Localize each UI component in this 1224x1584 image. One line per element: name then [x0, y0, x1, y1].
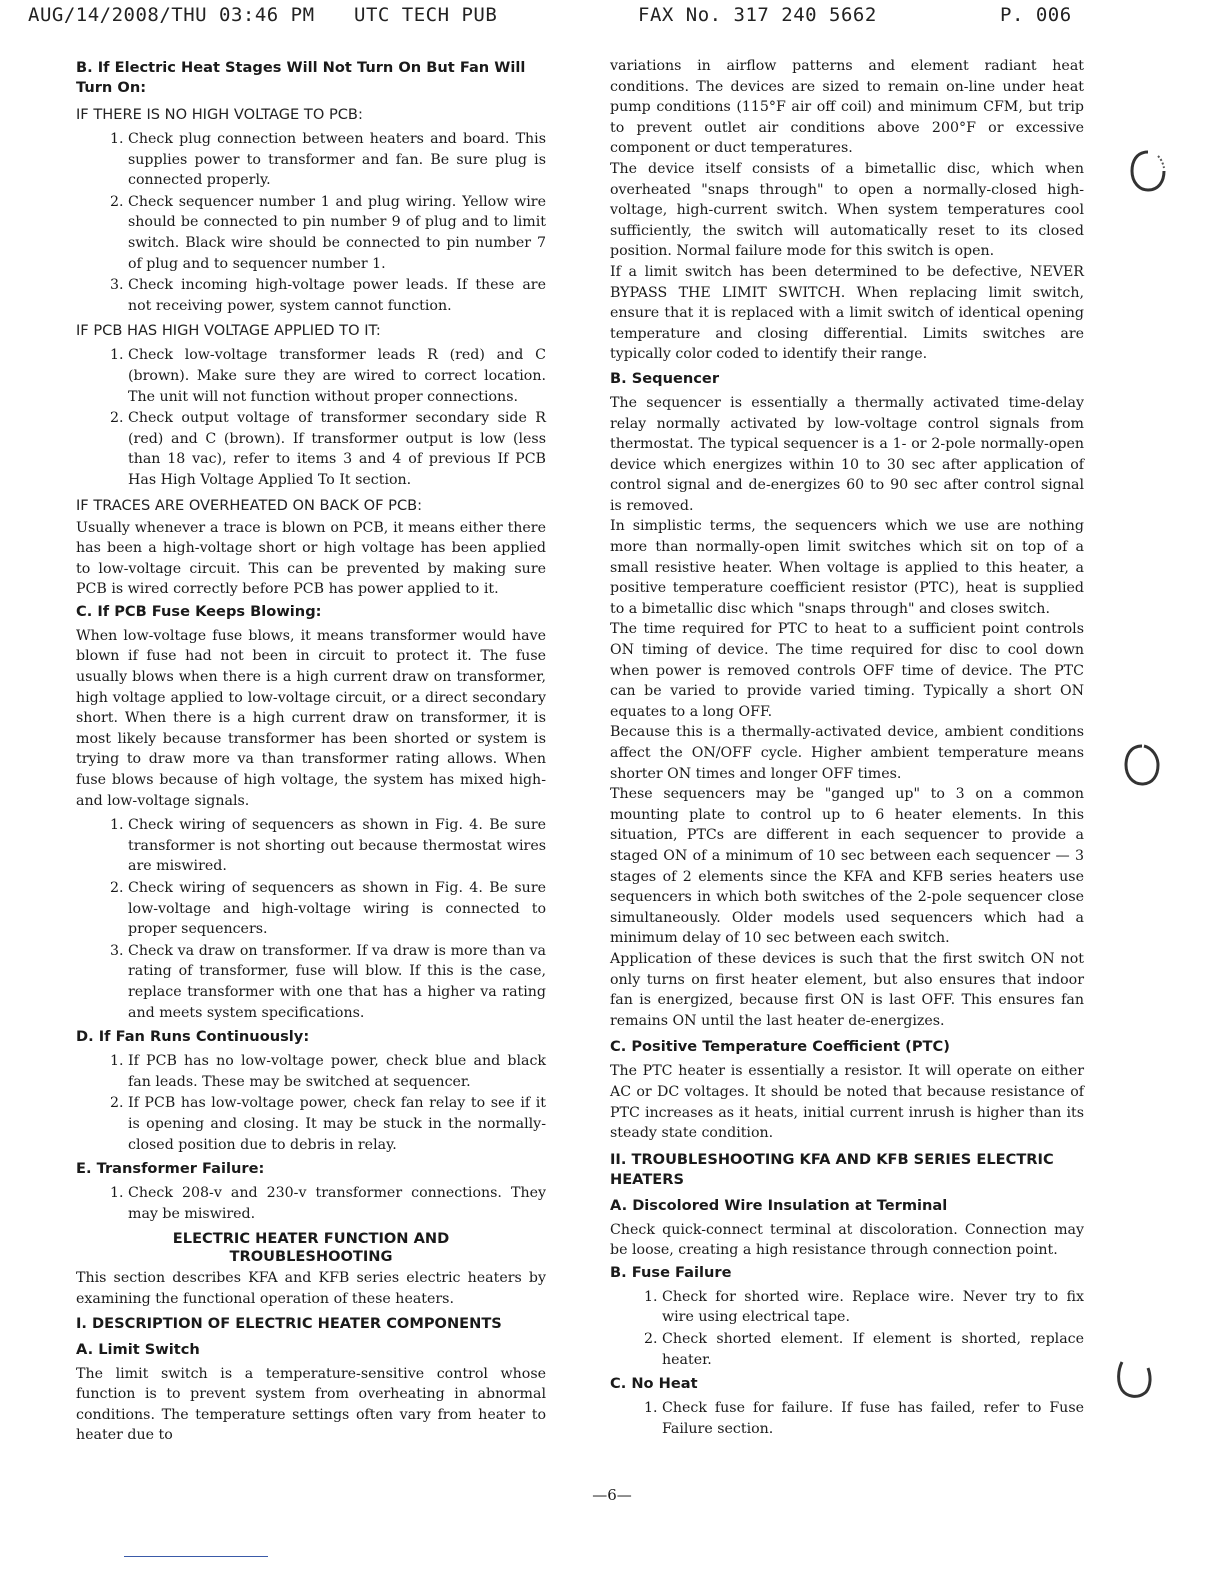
heading-d-fan-runs: D. If Fan Runs Continuously:	[76, 1028, 310, 1046]
sequencer-paragraph-2: In simplistic terms, the sequencers which we use are nothing more than normally-open limit switches which sit on top of a small resistive heater. When voltage is applied to this heater, a positive temperature coefficient resistor (PTC), heat is supplied to a bimetallic disc which "snaps through" and closes switch.	[610, 518, 1084, 617]
limit-switch-paragraph: The limit switch is a temperature-sensitive control whose function is to prevent system from overheating in abnormal conditions. The temperature settings often vary from heater to heater due to	[76, 1365, 546, 1444]
heading-e-transformer: E. Transformer Failure:	[76, 1160, 265, 1178]
list-item: 2. Check wiring of sequencers as shown in Fig. 4. Be sure low-voltage and high-voltage wiring is connected to proper sequencers.	[128, 878, 546, 940]
page-number: —6—	[592, 1486, 632, 1504]
no-heat-list	[610, 1398, 1084, 1439]
section-intro: This section describes KFA and KFB series electric heaters by examining the functional operation of these heaters.	[76, 1270, 546, 1307]
list-item: 3. Check va draw on transformer. If va draw is more than va rating of transformer, fuse will blow. If this is the case, replace transformer with one that has a higher va rating and meets system specifications.	[128, 941, 546, 1023]
transformer-list	[76, 1183, 546, 1224]
heading-a-limit-switch: A. Limit Switch	[76, 1340, 200, 1358]
list-item: 2. Check shorted element. If element is shorted, replace heater.	[662, 1329, 1084, 1370]
fuse-failure-list	[610, 1287, 1084, 1370]
section-title-line1: ELECTRIC HEATER FUNCTION AND	[172, 1230, 450, 1248]
discolored-wire-paragraph: Check quick-connect terminal at discoloration. Connection may be loose, creating a high resistance through connection point.	[610, 1221, 1084, 1259]
fan-list	[76, 1051, 546, 1155]
sequencer-paragraph-1: The sequencer is essentially a thermally activated time-delay relay normally activated by low-voltage control signals from thermostat. The typical sequencer is a 1- or 2-pole normally-open device which energizes within 10 to 30 sec after application of control signal and de-energizes 60 to 90 sec after control signal is removed.	[610, 394, 1084, 514]
list-item: 2. If PCB has low-voltage power, check fan relay to see if it is opening and closing. It may be stuck in the normally-closed position due to debris in relay.	[128, 1093, 546, 1155]
heading-c-ptc: C. Positive Temperature Coefficient (PTC)	[610, 1038, 950, 1056]
fax-page: P. 006	[1000, 4, 1072, 26]
list-item: 3. Check incoming high-voltage power leads. If these are not receiving power, system cannot function.	[128, 275, 546, 316]
punch-hole-icon	[1128, 148, 1168, 194]
list-item: 1. Check plug connection between heaters and board. This supplies power to transformer and fan. Be sure plug is connected properly.	[128, 129, 546, 191]
limit-device-paragraph: The device itself consists of a bimetallic disc, which when overheated "snaps through" to open a normally-closed high-voltage, high-current switch. When system temperatures cool sufficiently, the switch will automatically reset to its closed position. Normal failure mode for this switch is open.	[610, 160, 1084, 260]
sequencer-paragraph-4: Because this is a thermally-activated device, ambient conditions affect the ON/OFF cycle. Higher ambient temperature means shorter ON times and longer OFF times.	[610, 724, 1084, 782]
limit-continued-paragraph: variations in airflow patterns and element radiant heat conditions. The devices are sized to remain on-line under heat pump conditions (115°F air off coil) and minimum CFM, but trip to prevent outlet air conditions above 200°F or excessive component or duct temperatures.	[610, 58, 1084, 157]
heading-i-description: I. DESCRIPTION OF ELECTRIC HEATER COMPONENTS	[76, 1314, 502, 1332]
list-item: 1. If PCB has no low-voltage power, check blue and black fan leads. These may be switched at sequencer.	[128, 1051, 546, 1092]
list-item: 1. Check wiring of sequencers as shown in Fig. 4. Be sure transformer is not shorting out because thermostat wires are miswired.	[128, 815, 546, 877]
list-item: 1. Check 208-v and 230-v transformer connections. They may be miswired.	[128, 1183, 546, 1224]
left-column	[76, 56, 546, 1446]
heading-b-sequencer: B. Sequencer	[610, 369, 720, 387]
heading-c-no-heat: C. No Heat	[610, 1375, 698, 1393]
fax-number: FAX No. 317 240 5662	[638, 4, 877, 26]
heading-a-discolored-wire: A. Discolored Wire Insulation at Terminal	[610, 1196, 948, 1214]
right-column	[610, 56, 1084, 1443]
sequencer-paragraph-3: The time required for PTC to heat to a sufficient point controls ON timing of device. The time required for disc to cool down when power is removed controls OFF time of device. The PTC can be varied to provide varied timing. Typically a short ON equates to a long OFF.	[610, 621, 1084, 720]
list-item: 2. Check output voltage of transformer secondary side R (red) and C (brown). If transformer output is low (less than 18 vac), refer to items 3 and 4 of previous If PCB Has High Voltage Applied To It section.	[128, 408, 546, 490]
punch-hole-icon	[1122, 742, 1162, 788]
heading-no-high-voltage: IF THERE IS NO HIGH VOLTAGE TO PCB:	[76, 106, 363, 123]
fax-date: AUG/14/2008/THU 03:46 PM	[28, 4, 315, 26]
sequencer-paragraph-5: These sequencers may be "ganged up" to 3 on a common mounting plate to control up to 6 heater elements. In this situation, PTCs are different in each sequencer to provide a staged ON of a minimum of 10 sec between each sequencer — 3 stages of 2 elements since the KFA and KFB series heaters use sequencers in which both switches of the 2-pole sequencer close simultaneously. Older models used sequencers which had a minimum delay of 10 sec between each switch.	[610, 786, 1084, 947]
fax-sender: UTC TECH PUB	[354, 4, 498, 26]
fuse-list	[76, 815, 546, 1023]
section-title	[76, 1230, 546, 1266]
hv-list	[76, 345, 546, 490]
list-item: 1. Check for shorted wire. Replace wire. Never try to fix wire using electrical tape.	[662, 1287, 1084, 1328]
limit-defective-paragraph: If a limit switch has been determined to be defective, NEVER BYPASS THE LIMIT SWITCH. When replacing limit switch, ensure that it is replaced with a limit switch of identical opening temperature and closing differential. Limits switches are typically color coded to identify their range.	[610, 263, 1084, 363]
list-item: 2. Check sequencer number 1 and plug wiring. Yellow wire should be connected to pin number 9 of plug and to limit switch. Black wire should be connected to pin number 7 of plug and to sequencer number 1.	[128, 192, 546, 274]
sequencer-paragraph-6: Application of these devices is such that the first switch ON not only turns on first heater element, but also ensures that indoor fan is energized, because first ON is last OFF. This ensures fan remains ON until the last heater de-energizes.	[610, 950, 1084, 1029]
heading-b-electric-heat: B. If Electric Heat Stages Will Not Turn On But Fan Will Turn On:	[76, 59, 526, 96]
list-item: 1. Check fuse for failure. If fuse has failed, refer to Fuse Failure section.	[662, 1398, 1084, 1439]
heading-b-fuse-failure: B. Fuse Failure	[610, 1263, 732, 1281]
fax-header	[28, 4, 1108, 32]
heading-c-fuse-blowing: C. If PCB Fuse Keeps Blowing:	[76, 602, 322, 620]
heading-ii-troubleshooting: II. TROUBLESHOOTING KFA AND KFB SERIES ELECTRIC HEATERS	[610, 1150, 1054, 1188]
section-title-line2: TROUBLESHOOTING	[229, 1248, 393, 1266]
list-item: 1. Check low-voltage transformer leads R (red) and C (brown). Make sure they are wired to correct location. The unit will not function without proper connections.	[128, 345, 546, 407]
fuse-paragraph: When low-voltage fuse blows, it means transformer would have blown if fuse had not been in circuit to protect it. The fuse usually blows when there is a high current draw on transformer, high voltage applied to low-voltage circuit, or a direct secondary short. When there is a high current draw on transformer, it is most likely because transformer has been shorted or system is trying to draw more va than transformer rating allows. When fuse blows because of high voltage, the system has mixed high- and low-voltage signals.	[76, 627, 546, 809]
heading-traces-overheated: IF TRACES ARE OVERHEATED ON BACK OF PCB:	[76, 496, 423, 514]
heading-pcb-high-voltage: IF PCB HAS HIGH VOLTAGE APPLIED TO IT:	[76, 322, 381, 340]
no-hv-list	[76, 129, 546, 316]
footer-rule	[124, 1556, 268, 1557]
punch-hole-icon	[1114, 1356, 1154, 1402]
ptc-paragraph: The PTC heater is essentially a resistor. It will operate on either AC or DC voltages. It should be noted that because resistance of PTC increases as it heats, initial current inrush is higher than its steady state condition.	[610, 1063, 1084, 1142]
traces-paragraph: Usually whenever a trace is blown on PCB, it means either there has been a high-voltage short or high voltage has been applied to low-voltage circuit. This can be prevented by making sure PCB is wired correctly before PCB has power applied to it.	[76, 519, 546, 598]
